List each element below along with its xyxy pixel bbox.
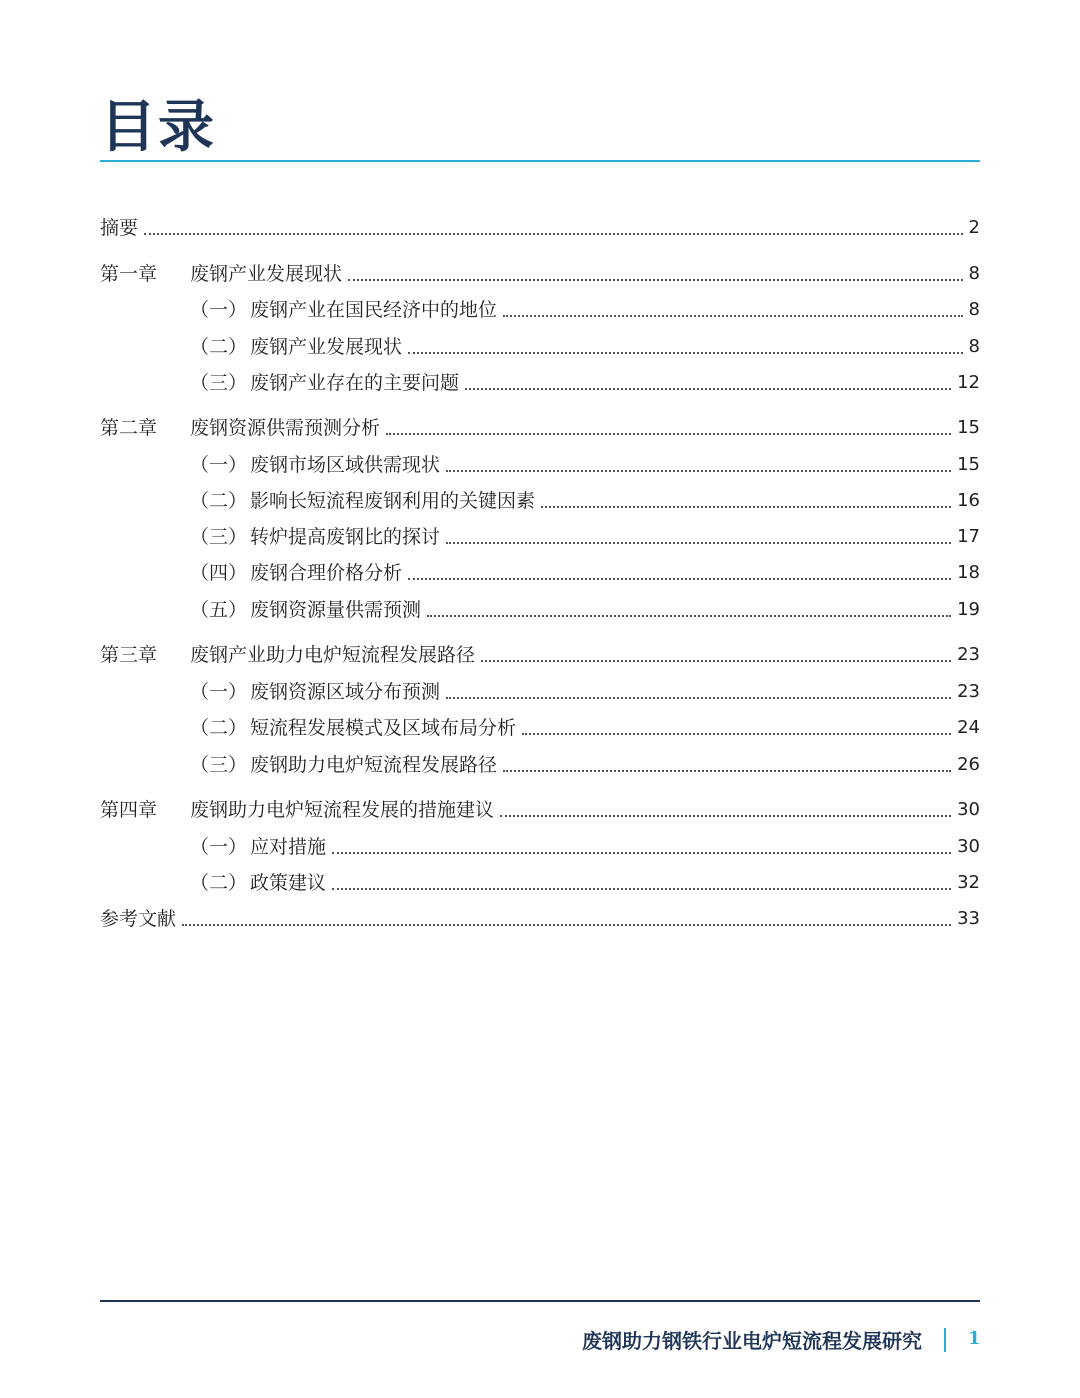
title-divider [100, 160, 980, 162]
toc-entry-prefix: （三） [190, 526, 248, 548]
toc-entry-label: 废钢助力电炉短流程发展的措施建议 [190, 799, 495, 821]
toc-entry-page: 18 [957, 562, 980, 583]
toc-entry-chapter-1[interactable] [100, 250, 980, 286]
toc-leader-dots [446, 541, 951, 544]
toc-entry-page: 8 [968, 336, 980, 357]
toc-entry-references[interactable] [100, 895, 980, 931]
toc-leader-dots [465, 387, 951, 390]
toc-entry-prefix: （三） [190, 372, 248, 394]
toc-leader-dots [386, 432, 951, 435]
toc-entry-prefix: （一） [190, 681, 248, 703]
toc-entry-label: 应对措施 [250, 836, 327, 858]
toc-entry-prefix: 第四章 [100, 799, 158, 821]
toc-entry-page: 30 [957, 799, 980, 820]
toc-entry-label: 影响长短流程废钢利用的关键因素 [250, 490, 536, 512]
toc-entry-page: 15 [957, 454, 980, 475]
toc-entry-page: 16 [957, 490, 980, 511]
toc-entry-section[interactable] [100, 359, 980, 395]
toc-entry-label: 废钢市场区域供需现状 [250, 454, 441, 476]
toc-leader-dots [446, 696, 951, 699]
toc-entry-label: 转炉提高废钢比的探讨 [250, 526, 441, 548]
toc-leader-dots [522, 732, 951, 735]
toc-entry-prefix: （二） [190, 336, 248, 358]
footer-report-title: 废钢助力钢铁行业电炉短流程发展研究 [582, 1329, 922, 1353]
toc-entry-page: 15 [957, 417, 980, 438]
toc-entry-page: 30 [957, 836, 980, 857]
toc-leader-dots [332, 851, 951, 854]
toc-entry-label: 废钢产业发展现状 [250, 336, 403, 358]
toc-leader-dots [541, 505, 951, 508]
toc-entry-page: 23 [957, 681, 980, 702]
page-title: 目录 [100, 95, 216, 160]
toc-entry-label: 废钢资源供需预测分析 [190, 417, 381, 439]
toc-entry-section[interactable] [100, 859, 980, 895]
toc-entry-chapter-3[interactable] [100, 631, 980, 667]
toc-leader-dots [182, 923, 951, 926]
toc-entry-section[interactable] [100, 586, 980, 622]
toc-entry-prefix: （二） [190, 717, 248, 739]
toc-entry-label: 废钢产业发展现状 [190, 263, 343, 285]
toc-leader-dots [446, 469, 951, 472]
toc-entry-label: 摘要 [100, 217, 139, 239]
toc-entry-prefix: （四） [190, 562, 248, 584]
toc-entry-prefix: （一） [190, 454, 248, 476]
toc-entry-page: 23 [957, 644, 980, 665]
toc-entry-label: 废钢助力电炉短流程发展路径 [250, 754, 498, 776]
toc-entry-page: 33 [957, 908, 980, 929]
toc-leader-dots [503, 769, 951, 772]
toc-entry-label: 废钢资源量供需预测 [250, 599, 422, 621]
toc-leader-dots [503, 314, 963, 317]
footer-separator [944, 1328, 946, 1352]
toc-entry-page: 19 [957, 599, 980, 620]
toc-leader-dots [500, 814, 951, 817]
footer-page-number: 1 [968, 1328, 981, 1349]
toc-entry-section[interactable] [100, 323, 980, 359]
toc-leader-dots [408, 351, 963, 354]
toc-leader-dots [348, 278, 963, 281]
toc-leader-dots [427, 614, 951, 617]
toc-entry-chapter-2[interactable] [100, 404, 980, 440]
toc-entry-page: 24 [957, 717, 980, 738]
toc-leader-dots [144, 232, 963, 235]
toc-entry-prefix: 第二章 [100, 417, 158, 439]
toc-entry-page: 17 [957, 526, 980, 547]
toc-entry-page: 32 [957, 872, 980, 893]
toc-entry-prefix: （一） [190, 299, 248, 321]
toc-entry-label: 政策建议 [250, 872, 327, 894]
toc-entry-page: 26 [957, 754, 980, 775]
toc-entry-prefix: （一） [190, 836, 248, 858]
toc-entry-section[interactable] [100, 441, 980, 477]
footer-divider [100, 1300, 980, 1302]
toc-entry-section[interactable] [100, 704, 980, 740]
toc-entry-chapter-4[interactable] [100, 786, 980, 822]
toc-entry-abstract[interactable] [100, 204, 980, 240]
toc-entry-label: 短流程发展模式及区域布局分析 [250, 717, 517, 739]
toc-entry-prefix: （二） [190, 490, 248, 512]
toc-entry-label: 参考文献 [100, 908, 177, 930]
toc-entry-page: 12 [957, 372, 980, 393]
toc-entry-section[interactable] [100, 668, 980, 704]
toc-entry-section[interactable] [100, 741, 980, 777]
toc-entry-label: 废钢产业存在的主要问题 [250, 372, 460, 394]
toc-entry-section[interactable] [100, 549, 980, 585]
toc-entry-prefix: （二） [190, 872, 248, 894]
toc-entry-page: 8 [968, 299, 980, 320]
toc-entry-prefix: 第三章 [100, 644, 158, 666]
toc-entry-label: 废钢合理价格分析 [250, 562, 403, 584]
toc-entry-prefix: （三） [190, 754, 248, 776]
toc-entry-section[interactable] [100, 823, 980, 859]
toc-entry-page: 8 [968, 263, 980, 284]
toc-entry-section[interactable] [100, 513, 980, 549]
toc-entry-label: 废钢产业助力电炉短流程发展路径 [190, 644, 476, 666]
toc-leader-dots [332, 887, 951, 890]
toc-leader-dots [481, 659, 951, 662]
toc-entry-prefix: 第一章 [100, 263, 158, 285]
toc-entry-prefix: （五） [190, 599, 248, 621]
toc-entry-section[interactable] [100, 477, 980, 513]
toc-entry-section[interactable] [100, 286, 980, 322]
toc-leader-dots [408, 577, 951, 580]
toc-entry-label: 废钢产业在国民经济中的地位 [250, 299, 498, 321]
toc-entry-label: 废钢资源区域分布预测 [250, 681, 441, 703]
toc-entry-page: 2 [968, 217, 980, 238]
